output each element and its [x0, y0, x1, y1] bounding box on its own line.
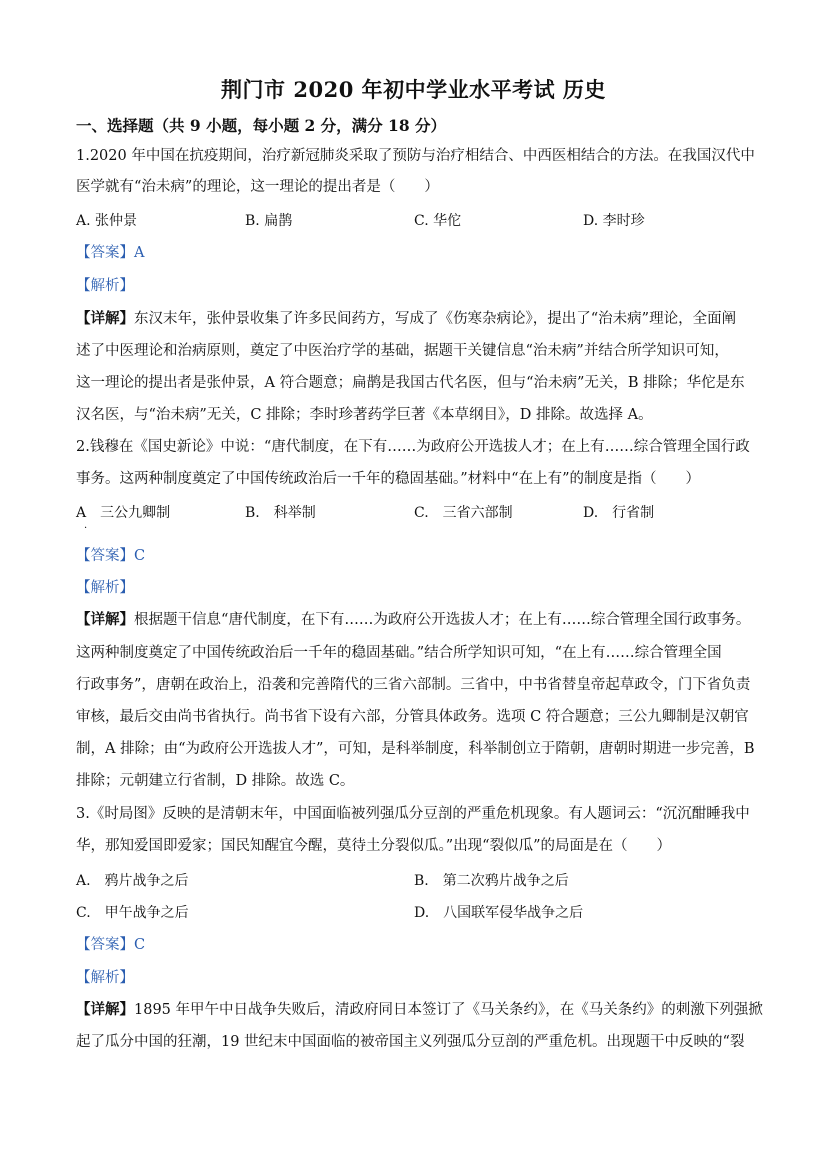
q2-option-a: A 三公九卿制	[76, 505, 171, 521]
q3-option-a: A. 鸦片战争之后	[76, 873, 189, 889]
q1-option-a: A. 张仲景	[76, 213, 138, 229]
q3-option-d: D. 八国联军侵华战争之后	[414, 905, 584, 921]
q2-stem-line-1: 2.钱穆在《国史新论》中说：“唐代制度，在下有……为政府公开选拔人才；在上有……综合管理全国行政	[76, 439, 750, 455]
q2-detail-line-2: 这两种制度奠定了中国传统政治后一千年的稳固基础。”结合所学知识可知，“在上有……综合管理全国	[76, 645, 722, 661]
q2-option-a-dot: ·	[84, 523, 88, 534]
q3-stem-line-1: 3.《时局图》反映的是清朝末年，中国面临被列强瓜分豆剖的严重危机现象。有人题词云：“沉沉酣睡我中	[76, 806, 750, 822]
q3-detail-tag: 【详解】	[76, 1001, 134, 1018]
q2-detail-line-6: 排除；元朝建立行省制，D 排除。故选 C。	[76, 773, 355, 789]
section-heading: 一、选择题（共 9 小题，每小题 2 分，满分 18 分）	[76, 116, 447, 135]
q3-option-c: C. 甲午战争之后	[76, 905, 189, 921]
q1-analysis-label: 【解析】	[76, 278, 134, 294]
q2-detail-tag: 【详解】	[76, 611, 134, 628]
q1-stem-line-2: 医学就有“治未病”的理论，这一理论的提出者是（ ）	[76, 179, 439, 195]
q2-option-d: D. 行省制	[583, 505, 655, 521]
q2-detail-line-1: 【详解】根据题干信息“唐代制度，在下有……为政府公开选拔人才；在上有……综合管理全国行政事务。	[76, 611, 751, 628]
q2-option-c: C. 三省六部制	[414, 505, 513, 521]
q2-answer: 【答案】C	[76, 548, 146, 564]
q1-stem-line-1: 1.2020 年中国在抗疫期间，治疗新冠肺炎采取了预防与治疗相结合、中西医相结合的方法。在我国汉代中	[76, 148, 755, 164]
q1-option-d: D. 李时珍	[583, 213, 645, 229]
q1-detail-line-1: 【详解】东汉末年，张仲景收集了许多民间药方，写成了《伤寒杂病论》，提出了“治未病”理论，全面阐	[76, 310, 737, 327]
q3-detail-line-2: 起了瓜分中国的狂潮，19 世纪末中国面临的被帝国主义列强瓜分豆剖的严重危机。出现题干中反映的“裂	[76, 1034, 745, 1050]
q2-detail-line-5: 制，A 排除；由“为政府公开选拔人才”，可知，是科举制度，科举制创立于隋朝，唐朝时期进一步完善，B	[76, 741, 755, 757]
q2-analysis-label: 【解析】	[76, 580, 134, 596]
q3-option-b: B. 第二次鸦片战争之后	[414, 873, 569, 889]
page-title: 荆门市 2020 年初中学业水平考试 历史	[221, 77, 606, 102]
q3-analysis-label: 【解析】	[76, 970, 134, 986]
q3-stem-line-2: 华，那知爱国即爱家；国民知醒宜今醒，莫待土分裂似瓜。”出现“裂似瓜”的局面是在（ ）	[76, 838, 671, 854]
q3-detail-line-1: 【详解】1895 年甲午中日战争失败后，清政府同日本签订了《马关条约》，在《马关条约》的刺激下列强掀	[76, 1001, 763, 1018]
q1-detail-tag: 【详解】	[76, 310, 134, 327]
q2-option-b: B. 科举制	[245, 505, 316, 521]
q1-answer: 【答案】A	[76, 245, 145, 261]
q2-detail-line-3: 行政事务”，唐朝在政治上，沿袭和完善隋代的三省六部制。三省中，中书省替皇帝起草政令，门下省负责	[76, 677, 751, 693]
q2-detail-line-4: 审核，最后交由尚书省执行。尚书省下设有六部，分管具体政务。选项 C 符合题意；三公九卿制是汉朝官	[76, 709, 749, 725]
q1-option-c: C. 华佗	[414, 213, 462, 229]
q1-detail-line-3: 这一理论的提出者是张仲景，A 符合题意；扁鹊是我国古代名医，但与“治未病”无关，B 排除；华佗是东	[76, 375, 745, 391]
q3-answer: 【答案】C	[76, 937, 146, 953]
q1-detail-line-2: 述了中医理论和治病原则，奠定了中医治疗学的基础，据题干关键信息“治未病”并结合所学知识可知，	[76, 343, 729, 359]
q1-detail-line-4: 汉名医，与“治未病”无关，C 排除；李时珍著药学巨著《本草纲目》，D 排除。故选择 A。	[76, 407, 653, 423]
q2-stem-line-2: 事务。这两种制度奠定了中国传统政治后一千年的稳固基础。”材料中“在上有”的制度是指（ ）	[76, 471, 700, 487]
q1-option-b: B. 扁鹊	[245, 213, 293, 229]
